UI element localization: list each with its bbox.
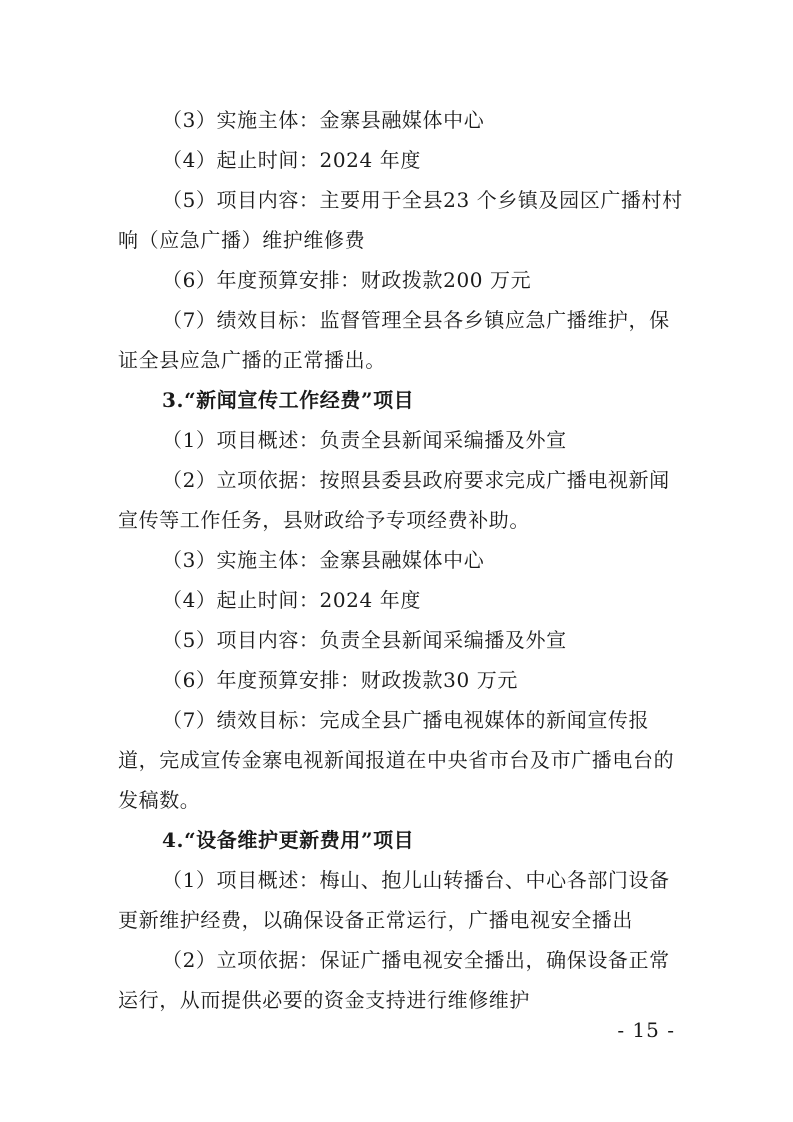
page-number: - 15 - bbox=[617, 1018, 675, 1042]
document-body bbox=[118, 100, 683, 1020]
paragraph-goal-2: （7）绩效目标：完成全县广播电视媒体的新闻宣传报道，完成宣传金寨电视新闻报道在中央省市台及市广播电台的发稿数。 bbox=[118, 708, 675, 812]
paragraph-overview-2: （1）项目概述：负责全县新闻采编播及外宣 bbox=[162, 428, 567, 452]
paragraph-period-1: （4）起止时间：2024 年度 bbox=[162, 148, 421, 172]
section-heading-equipment-maintenance: 4.“设备维护更新费用”项目 bbox=[162, 828, 415, 852]
paragraph-content-2: （5）项目内容：负责全县新闻采编播及外宣 bbox=[162, 628, 567, 652]
paragraph-implementing-body-2: （3）实施主体：金寨县融媒体中心 bbox=[162, 548, 485, 572]
paragraph-budget-1: （6）年度预算安排：财政拨款200 万元 bbox=[162, 268, 532, 292]
paragraph-goal-1: （7）绩效目标：监督管理全县各乡镇应急广播维护，保证全县应急广播的正常播出。 bbox=[118, 308, 670, 372]
paragraph-basis-2: （2）立项依据：按照县委县政府要求完成广播电视新闻宣传等工作任务，县财政给予专项经费补助。 bbox=[118, 468, 670, 532]
paragraph-budget-2: （6）年度预算安排：财政拨款30 万元 bbox=[162, 668, 518, 692]
paragraph-content-1: （5）项目内容：主要用于全县23 个乡镇及园区广播村村响（应急广播）维护维修费 bbox=[118, 188, 683, 252]
section-heading-news-publicity: 3.“新闻宣传工作经费”项目 bbox=[162, 388, 415, 412]
paragraph-period-2: （4）起止时间：2024 年度 bbox=[162, 588, 421, 612]
paragraph-overview-3: （1）项目概述：梅山、抱儿山转播台、中心各部门设备更新维护经费，以确保设备正常运行，广播电视安全播出 bbox=[118, 868, 670, 932]
paragraph-implementing-body-1: （3）实施主体：金寨县融媒体中心 bbox=[162, 108, 485, 132]
paragraph-basis-3: （2）立项依据：保证广播电视安全播出，确保设备正常运行，从而提供必要的资金支持进行维修维护 bbox=[118, 948, 670, 1012]
